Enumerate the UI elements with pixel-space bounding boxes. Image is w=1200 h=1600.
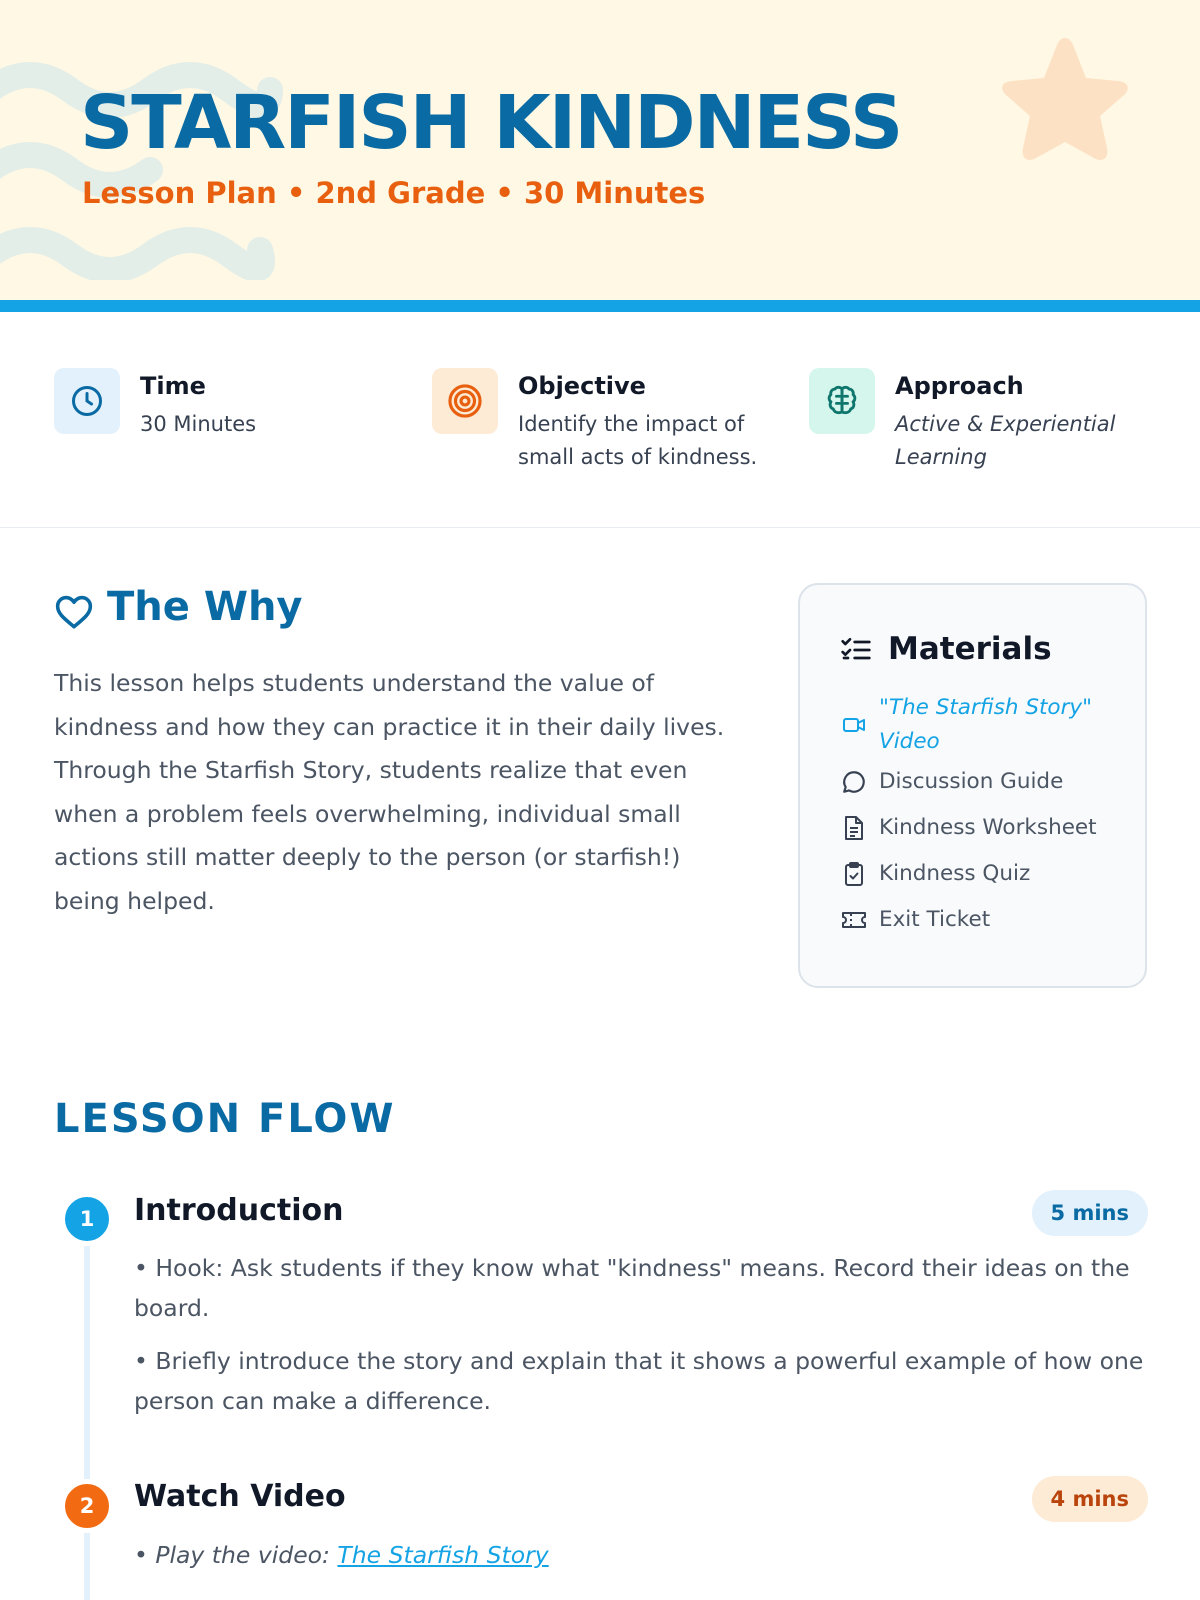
heart-icon (54, 594, 94, 630)
lesson-flow-heading: LESSON FLOW (54, 1096, 396, 1142)
star-icon (990, 30, 1140, 175)
material-label[interactable]: "The Starfish Story" Video (879, 695, 1093, 754)
bullet-text: • Play the video: (134, 1541, 338, 1569)
materials-card (798, 583, 1147, 988)
ticket-icon (840, 906, 868, 934)
info-approach-title: Approach (895, 372, 1024, 400)
duration-badge: 4 mins (1032, 1476, 1148, 1522)
starfish-story-video-link[interactable]: The Starfish Story (337, 1541, 549, 1569)
page-subtitle: Lesson Plan • 2nd Grade • 30 Minutes (82, 176, 706, 210)
video-icon (840, 711, 868, 739)
target-icon (432, 368, 498, 434)
page-title: STARFISH KINDNESS (80, 80, 902, 166)
info-time-title: Time (140, 372, 206, 400)
info-time (54, 368, 414, 478)
timeline-line (84, 1240, 90, 1600)
why-heading: The Why (107, 584, 303, 630)
clipboard-check-icon (840, 860, 868, 888)
step-title-watch-video: Watch Video (134, 1479, 346, 1514)
brain-icon (809, 368, 875, 434)
step-bullet: • Hook: Ask students if they know what "kindness" means. Record their ideas on the board. (134, 1254, 1130, 1322)
section-divider (0, 527, 1200, 528)
material-label: Kindness Quiz (879, 861, 1031, 886)
step-number-1: 1 (60, 1192, 114, 1246)
document-icon (840, 814, 868, 842)
material-label: Kindness Worksheet (879, 815, 1097, 840)
material-label: Discussion Guide (879, 769, 1064, 794)
info-objective-title: Objective (518, 372, 646, 400)
step-bullet (134, 1535, 1154, 1575)
step-bullet: • Briefly introduce the story and explain that it shows a powerful example of how one person can make a difference. (134, 1347, 1144, 1415)
info-approach (809, 368, 1169, 478)
duration-badge: 5 mins (1032, 1190, 1148, 1236)
info-approach-text: Active & Experiential Learning (895, 412, 1116, 469)
header-divider-bar (0, 300, 1200, 312)
info-time-text: 30 Minutes (140, 412, 257, 436)
header-banner (0, 0, 1200, 300)
step-number-2: 2 (60, 1479, 114, 1533)
chat-icon (840, 768, 868, 796)
why-paragraph: This lesson helps students understand the value of kindness and how they can practice it in their daily lives. Through the Starfish Story, students realize that even when a problem feels overwhelming, individual small actions still matter deeply to the person (or starfish!) being helped. (54, 669, 725, 915)
info-objective (432, 368, 792, 478)
material-label: Exit Ticket (879, 907, 991, 932)
checklist-icon (840, 635, 872, 665)
materials-heading: Materials (888, 631, 1052, 667)
clock-icon (54, 368, 120, 434)
info-objective-text: Identify the impact of small acts of kindness. (518, 412, 758, 469)
step-title-introduction: Introduction (134, 1193, 344, 1228)
